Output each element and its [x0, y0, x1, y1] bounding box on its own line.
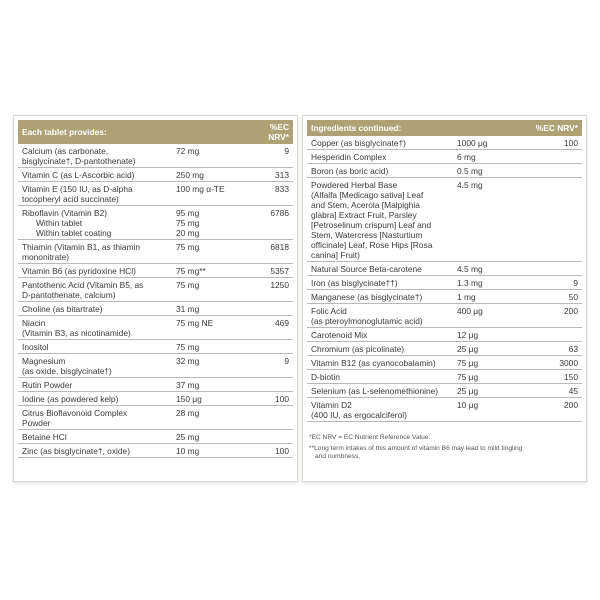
- nutrient-amount-line: 31 mg: [176, 303, 200, 314]
- nutrient-amount-line: 75 mg NE: [176, 317, 214, 328]
- nutrient-name: [307, 262, 455, 276]
- nutrient-nrv: 63: [525, 342, 582, 356]
- nutrient-name: [18, 278, 174, 302]
- table-row: [307, 370, 582, 384]
- nutrient-name-line: and Stem, Acerola [Malpighia: [311, 199, 420, 210]
- nutrient-amount: [174, 302, 244, 316]
- nutrient-name-line: Carotenoid Mix: [311, 329, 368, 340]
- nutrition-panel-left: [13, 115, 298, 482]
- nutrient-amount-line: 75 mg: [176, 279, 200, 290]
- nutrient-amount: [174, 240, 244, 264]
- nutrient-amount: [455, 398, 525, 422]
- nutrient-nrv: 1250: [244, 278, 293, 302]
- nutrient-amount-line: 37 mg: [176, 379, 200, 390]
- nutrient-nrv: 9: [244, 144, 293, 168]
- nutrient-name-line: Thiamin (Vitamin B1, as thiamin: [22, 241, 141, 252]
- nutrient-amount: [174, 182, 244, 206]
- table-row: [307, 342, 582, 356]
- nutrient-name-line: Natural Source Beta-carotene: [311, 263, 422, 274]
- nutrient-name: [307, 150, 455, 164]
- nutrient-amount-line: 1000 μg: [457, 137, 488, 148]
- nutrient-amount: [455, 304, 525, 328]
- table-row: [18, 354, 293, 378]
- nutrient-amount-line: 4.5 mg: [457, 263, 483, 274]
- nutrient-nrv: [525, 150, 582, 164]
- nutrient-name-line: Powdered Herbal Base: [311, 179, 398, 190]
- table-row: [307, 136, 582, 150]
- table-header-row: [307, 120, 582, 136]
- nutrient-nrv: [244, 430, 293, 444]
- nutrient-amount: [174, 340, 244, 354]
- nutrient-amount-line: 100 mg α-TE: [176, 183, 225, 194]
- nutrient-name: [307, 164, 455, 178]
- nutrient-nrv: 100: [525, 136, 582, 150]
- nutrient-name-line: (Alfalfa [Medicago sativa] Leaf: [311, 189, 424, 200]
- nutrient-name-line: Vitamin D2: [311, 399, 352, 410]
- nutrient-amount-line: 4.5 mg: [457, 179, 483, 190]
- nutrient-amount-line: 12 μg: [457, 329, 479, 340]
- nutrient-amount: [455, 150, 525, 164]
- nutrient-amount: [174, 278, 244, 302]
- nutrient-amount: [174, 430, 244, 444]
- nutrient-nrv: 200: [525, 304, 582, 328]
- nutrient-amount-line: 75 μg: [457, 357, 479, 368]
- nutrient-name-line: (400 IU, as ergocalciferol): [311, 409, 407, 420]
- nutrient-nrv: 313: [244, 168, 293, 182]
- nutrient-name: [18, 430, 174, 444]
- nutrient-name-line: Folic Acid: [311, 305, 347, 316]
- nutrient-nrv: 9: [525, 276, 582, 290]
- nutrient-name-line: D-pantothenate, calcium): [22, 289, 116, 300]
- nutrient-name-line: Zinc (as bisglycinate†, oxide): [22, 445, 130, 456]
- nutrient-name-line: Vitamin C (as L-Ascorbic acid): [22, 169, 135, 180]
- header-nrv: %EC NRV*: [525, 120, 582, 136]
- nutrient-name: [18, 302, 174, 316]
- nutrient-name: [18, 168, 174, 182]
- nutrient-name-line: Chromium (as picolinate): [311, 343, 405, 354]
- nutrient-amount: [174, 392, 244, 406]
- nutrient-amount-line: 1 mg: [457, 291, 476, 302]
- nutrient-amount: [455, 290, 525, 304]
- nutrient-nrv: 6818: [244, 240, 293, 264]
- table-row: [18, 168, 293, 182]
- nutrient-nrv: [525, 164, 582, 178]
- nutrient-amount-line: 72 mg: [176, 145, 200, 156]
- nutrient-name: [18, 354, 174, 378]
- nutrient-amount-line: 28 mg: [176, 407, 200, 418]
- nutrient-amount: [174, 354, 244, 378]
- nutrient-name-line: Pantothenic Acid (Vitamin B5, as: [22, 279, 144, 290]
- nutrient-name: [18, 406, 174, 430]
- table-row: [18, 430, 293, 444]
- nutrient-nrv: 50: [525, 290, 582, 304]
- nutrient-name: [307, 136, 455, 150]
- nutrient-amount-line: 32 mg: [176, 355, 200, 366]
- nutrient-name-line: Citrus Bioflavonoid Complex: [22, 407, 128, 418]
- nutrient-amount-line: 400 μg: [457, 305, 483, 316]
- nutrient-name: [18, 444, 174, 458]
- table-row: [18, 444, 293, 458]
- nutrient-name: [307, 398, 455, 422]
- nutrient-amount-line: 75 mg: [176, 241, 200, 252]
- nutrient-name: [18, 378, 174, 392]
- nutrient-name: [18, 144, 174, 168]
- nutrient-amount: [455, 164, 525, 178]
- table-row: [307, 398, 582, 422]
- nutrient-name-line: Boron (as boric acid): [311, 165, 389, 176]
- nutrient-name-line: Within tablet coating: [36, 227, 112, 238]
- nutrient-amount: [455, 178, 525, 262]
- nutrient-amount: [174, 264, 244, 278]
- nutrient-name-line: Magnesium: [22, 355, 66, 366]
- nutrient-nrv: 100: [244, 444, 293, 458]
- table-row: [18, 392, 293, 406]
- nutrient-name: [307, 290, 455, 304]
- nutrient-amount: [174, 378, 244, 392]
- nutrient-name: [18, 240, 174, 264]
- nutrient-name-line: Manganese (as bisglycinate†): [311, 291, 423, 302]
- nutrient-nrv: 833: [244, 182, 293, 206]
- table-header-row: [18, 120, 293, 144]
- table-row: [307, 356, 582, 370]
- nutrient-name-line: Selenium (as L-selenomethionine): [311, 385, 439, 396]
- nutrient-nrv: 6786: [244, 206, 293, 240]
- nutrient-name: [18, 392, 174, 406]
- table-body-right: [307, 136, 582, 422]
- nutrient-name-line: Iodine (as powdered kelp): [22, 393, 119, 404]
- nutrient-nrv: 5357: [244, 264, 293, 278]
- nutrient-nrv: 9: [244, 354, 293, 378]
- nutrient-name: [18, 340, 174, 354]
- table-row: [307, 164, 582, 178]
- nutrient-name-line: Copper (as bisglycinate†): [311, 137, 406, 148]
- nutrient-name-line: bisglycinate†, D-pantothenate): [22, 155, 136, 166]
- nutrient-name-line: Calcium (as carbonate,: [22, 145, 109, 156]
- header-nrv: %EC NRV*: [244, 120, 293, 144]
- nutrient-amount-line: 25 μg: [457, 343, 479, 354]
- nutrient-amount-line: 6 mg: [457, 151, 476, 162]
- nutrient-name: [18, 264, 174, 278]
- nutrient-name-line: glabra] Extract Fruit, Parsley: [311, 209, 417, 220]
- nutrient-name-line: tocopheryl acid succinate): [22, 193, 119, 204]
- nutrient-name-line: mononitrate): [22, 251, 70, 262]
- table-row: [307, 276, 582, 290]
- nutrient-name-line: Rutin Powder: [22, 379, 73, 390]
- nutrient-name: [18, 316, 174, 340]
- nutrition-table-left: [18, 120, 293, 458]
- nutrient-nrv: 200: [525, 398, 582, 422]
- table-row: [307, 304, 582, 328]
- nutrient-amount-line: 75 mg: [176, 341, 200, 352]
- header-name: Ingredients continued:: [307, 120, 455, 136]
- nutrient-amount: [174, 168, 244, 182]
- nutrient-amount-line: 10 mg: [176, 445, 200, 456]
- table-row: [307, 290, 582, 304]
- header-name: Each tablet provides:: [18, 120, 174, 144]
- nutrient-name-line: D-biotin: [311, 371, 340, 382]
- nutrient-name-line: (as oxide, bisglycinate†): [22, 365, 112, 376]
- nutrient-name: [307, 304, 455, 328]
- nutrient-nrv: [525, 262, 582, 276]
- footnotes: [307, 434, 582, 462]
- nutrient-amount-line: 150 μg: [176, 393, 202, 404]
- nutrient-name: [18, 206, 174, 240]
- table-row: [18, 144, 293, 168]
- nutrient-nrv: [244, 378, 293, 392]
- nutrient-nrv: [525, 178, 582, 262]
- table-row: [18, 278, 293, 302]
- nutrient-amount-line: 10 μg: [457, 399, 479, 410]
- nutrient-name: [307, 276, 455, 290]
- nutrient-amount: [455, 342, 525, 356]
- nutrient-nrv: [244, 340, 293, 354]
- nutrient-amount: [174, 206, 244, 240]
- nutrient-amount: [455, 356, 525, 370]
- nutrient-nrv: 45: [525, 384, 582, 398]
- nutrient-amount: [455, 136, 525, 150]
- nutrient-amount: [455, 276, 525, 290]
- header-amount: [455, 120, 525, 136]
- nutrient-nrv: 150: [525, 370, 582, 384]
- nutrient-name-line: (Vitamin B3, as nicotinamide): [22, 327, 131, 338]
- nutrient-amount-line: 75 mg**: [176, 265, 206, 276]
- table-row: [18, 264, 293, 278]
- nutrient-name-line: Riboflavin (Vitamin B2): [22, 207, 108, 218]
- nutrient-nrv: 100: [244, 392, 293, 406]
- nutrient-amount-line: 75 μg: [457, 371, 479, 382]
- nutrient-name-line: Choline (as bitartrate): [22, 303, 103, 314]
- nutrient-amount: [455, 384, 525, 398]
- nutrient-name: [307, 384, 455, 398]
- nutrient-name-line: Vitamin B12 (as cyanocobalamin): [311, 357, 436, 368]
- table-row: [307, 328, 582, 342]
- nutrient-nrv: 469: [244, 316, 293, 340]
- nutrient-nrv: 3000: [525, 356, 582, 370]
- nutrient-amount-line: 25 μg: [457, 385, 479, 396]
- nutrient-amount: [174, 406, 244, 430]
- nutrient-amount: [174, 144, 244, 168]
- nutrient-name: [307, 342, 455, 356]
- nutrient-name: [307, 328, 455, 342]
- nutrient-name-line: Iron (as bisglycinate††): [311, 277, 398, 288]
- nutrient-name-line: [Petroselinum crispum] Leaf and: [311, 219, 432, 230]
- nutrient-name-line: Niacin: [22, 317, 46, 328]
- nutrient-name-line: Powder: [22, 417, 51, 428]
- table-row: [307, 384, 582, 398]
- nutrient-name: [307, 356, 455, 370]
- header-amount: [174, 120, 244, 144]
- nutrient-amount: [455, 262, 525, 276]
- nutrient-amount: [455, 328, 525, 342]
- table-row: [18, 406, 293, 430]
- nutrient-amount-line: 1.3 mg: [457, 277, 483, 288]
- nutrient-name-line: Hesperidin Complex: [311, 151, 387, 162]
- table-row: [18, 316, 293, 340]
- table-row: [18, 182, 293, 206]
- table-body-left: [18, 144, 293, 458]
- footnote-b6-line2: and numbness.: [315, 453, 361, 460]
- nutrient-name-line: Stem, Watercress [Nasturtium: [311, 229, 423, 240]
- table-row: [18, 206, 293, 240]
- nutrient-name: [307, 178, 455, 262]
- footnote-b6-line1: **Long term intakes of this amount of vitamin B6 may lead to mild tingling: [309, 444, 523, 452]
- nutrient-amount: [455, 370, 525, 384]
- nutrition-table-right: [307, 120, 582, 422]
- table-row: [18, 302, 293, 316]
- nutrient-amount-line: 0.5 mg: [457, 165, 483, 176]
- footnote-nrv: *EC NRV = EC Nutrient Reference Value.: [309, 434, 431, 441]
- table-row: [307, 150, 582, 164]
- nutrient-name: [307, 370, 455, 384]
- table-row: [18, 240, 293, 264]
- nutrient-name-line: officinale] Leaf, Rose Hips [Rosa: [311, 239, 433, 250]
- nutrient-amount-line: 250 mg: [176, 169, 204, 180]
- nutrient-amount-line: 25 mg: [176, 431, 200, 442]
- table-row: [18, 378, 293, 392]
- nutrient-name-line: Betaine HCl: [22, 431, 67, 442]
- nutrient-nrv: [244, 406, 293, 430]
- nutrient-name-line: Vitamin B6 (as pyridoxine HCl): [22, 265, 136, 276]
- nutrient-name-line: (as pteroylmonoglutamic acid): [311, 315, 423, 326]
- nutrient-amount-line: 75 mg: [176, 217, 200, 228]
- nutrient-name-line: Inositol: [22, 341, 49, 352]
- nutrient-amount-line: 95 mg: [176, 207, 200, 218]
- table-row: [307, 262, 582, 276]
- nutrient-nrv: [244, 302, 293, 316]
- nutrient-amount: [174, 444, 244, 458]
- nutrient-nrv: [525, 328, 582, 342]
- table-row: [307, 178, 582, 262]
- nutrient-name-line: Within tablet: [36, 217, 83, 228]
- table-row: [18, 340, 293, 354]
- nutrient-name: [18, 182, 174, 206]
- nutrient-name-line: Vitamin E (150 IU, as D-alpha: [22, 183, 133, 194]
- nutrient-name-line: canina] Fruit): [311, 249, 360, 260]
- nutrient-amount: [174, 316, 244, 340]
- nutrient-amount-line: 20 mg: [176, 227, 200, 238]
- nutrition-panel-right: [302, 115, 587, 482]
